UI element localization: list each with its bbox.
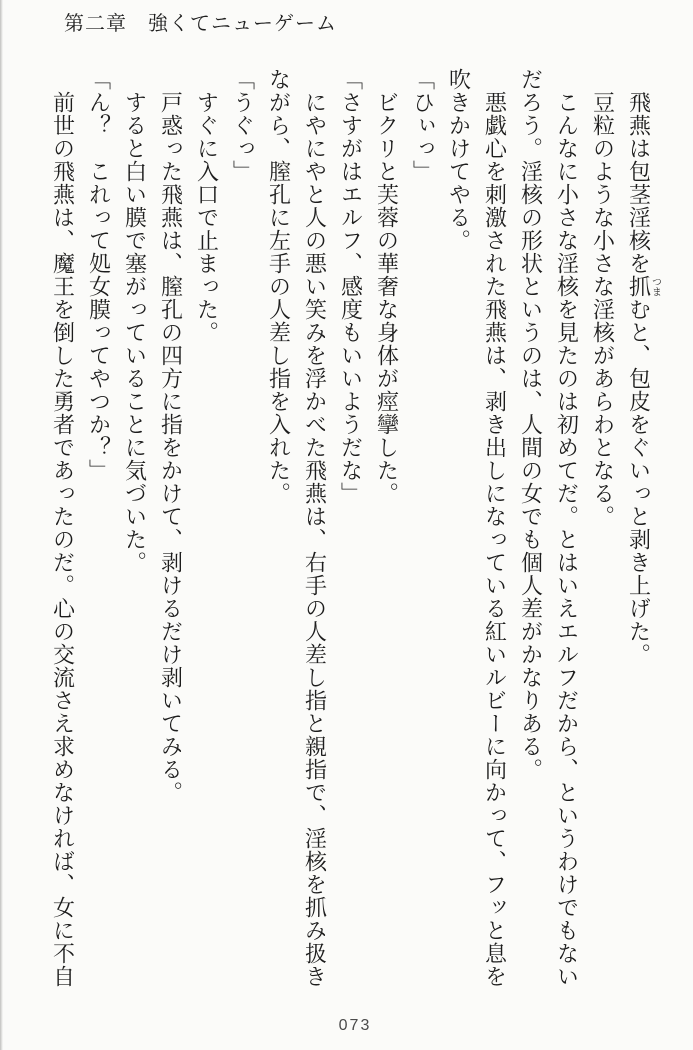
paragraph: すると白い膜で塞がっていることに気づいた。	[122, 91, 148, 574]
chapter-header: 第二章 強くてニューゲーム	[64, 13, 337, 35]
page-left-edge-shadow	[0, 0, 3, 1050]
paragraph: 前世の飛燕は、魔王を倒した勇者であったのだ。心の交流さえ求めなければ、女に不自	[50, 91, 76, 988]
paragraph: 豆粒のような小さな淫核があらわとなる。	[590, 91, 616, 528]
paragraph: にやにやと人の悪い笑みを浮かべた飛燕は、右手の人差し指と親指で、淫核を抓み扱きながら、膣孔に左手の人差し指を入れた。	[266, 68, 328, 988]
ruby-annotated-word: 抓つま	[626, 275, 661, 298]
paragraph: 戸惑った飛燕は、膣孔の四方に指をかけて、剥けるだけ剥いてみる。	[158, 91, 184, 804]
paragraph: 飛燕は包茎淫核を抓つまむと、包皮をぐいっと剥き上げた。	[626, 91, 661, 666]
paragraph: ビクリと芙蓉の華奢な身体が痙攣した。	[374, 91, 400, 505]
paragraph: こんなに小さな淫核を見たのは初めてだ。とはいえエルフだから、というわけでもないだろう。淫核の形状というのは、人間の女でも個人差がかなりある。	[518, 68, 580, 988]
paragraph: 「うぐっ」	[230, 68, 256, 183]
page-number: 073	[338, 1017, 372, 1034]
furigana: つま	[649, 275, 661, 298]
paragraph: すぐに入口で止まった。	[194, 91, 220, 344]
paragraph: 「ん？ これって処女膜ってやつか？」	[86, 68, 112, 482]
paragraph: 「ひぃっ」	[410, 68, 436, 183]
paragraph: 「さすがはエルフ、感度もいいようだな」	[338, 68, 364, 505]
text-body	[48, 68, 660, 998]
paragraph: 悪戯心を刺激された飛燕は、剥き出しになっている紅いルビーに向かって、フッと息を吹きかけてやる。	[446, 68, 508, 988]
